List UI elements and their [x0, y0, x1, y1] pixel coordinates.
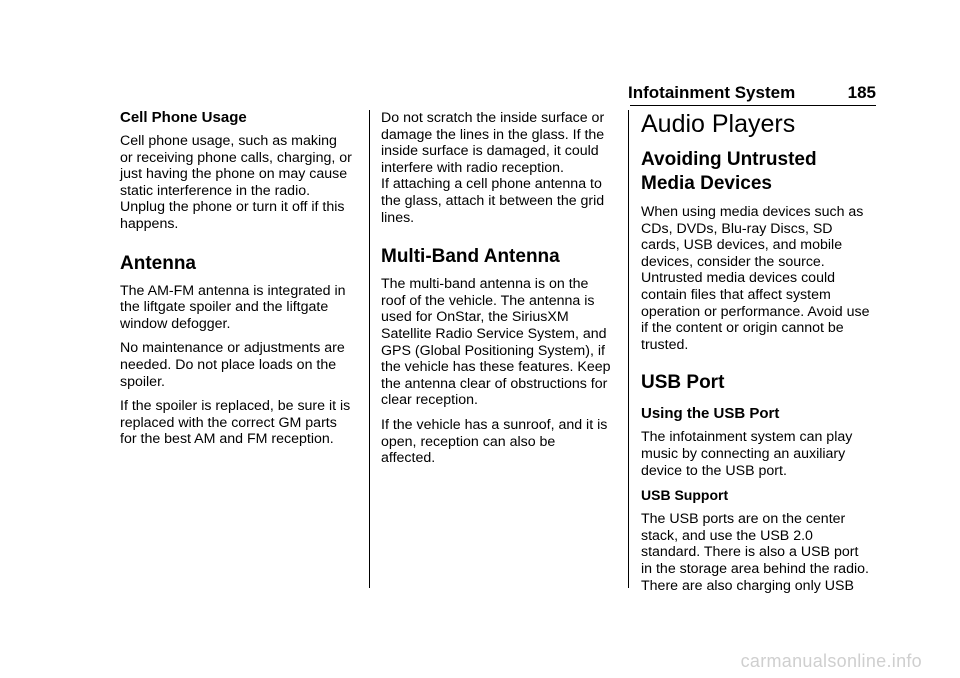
- watermark: carmanualsonline.info: [740, 651, 922, 671]
- glass-scratch-text: Do not scratch the inside surface or damage the lines in the glass. If the inside surface is damaged, it could interfere with radio reception.: [381, 110, 605, 176]
- page-header: [628, 83, 876, 103]
- multi-band-antenna-text: The multi-band antenna is on the roof of the vehicle. The antenna is used for OnStar, the SiriusXM Satellite Radio Service System, and GPS (Global Positioning System), if the vehicle has these features. Keep the antenna clear of obstructions for clear reception.: [381, 276, 611, 409]
- antenna-paragraph-3: If the spoiler is replaced, be sure it is replaced with the correct GM parts for the best AM and FM reception.: [120, 398, 351, 448]
- sunroof-reception-text: If the vehicle has a sunroof, and it is open, reception can also be affected.: [381, 416, 608, 467]
- column-divider-1: [369, 110, 370, 588]
- audio-players-heading: Audio Players: [641, 110, 796, 138]
- header-section-title: Infotainment System: [628, 83, 796, 102]
- usb-port-heading: USB Port: [641, 372, 725, 394]
- usb-support-label: USB Support: [641, 487, 729, 504]
- untrusted-media-text: When using media devices such as CDs, DVDs, Blu-ray Discs, SD cards, USB devices, and mobile devices, consider the source. Untrusted media devices could contain files that affect system operation or performance. Avoid use if the content or origin cannot be trusted.: [641, 204, 870, 353]
- antenna-paragraph-2: No maintenance or adjustments are needed. Do not place loads on the spoiler.: [120, 340, 345, 390]
- page-number: 185: [847, 83, 876, 102]
- column-1: [120, 109, 352, 456]
- column-divider-2: [628, 110, 629, 588]
- antenna-paragraph-1: The AM-FM antenna is integrated in the liftgate spoiler and the liftgate window defogger.: [120, 282, 346, 332]
- cell-phone-usage-heading: Cell Phone Usage: [120, 109, 247, 126]
- untrusted-media-heading: Avoiding Untrusted Media Devices: [641, 149, 817, 194]
- column-3: [641, 110, 873, 602]
- multi-band-antenna-heading: Multi-Band Antenna: [381, 246, 560, 268]
- cell-phone-usage-text: Cell phone usage, such as making or receiving phone calls, charging, or just having the phone on may cause static interference in the radio. Unplug the phone or turn it off if this happens.: [120, 133, 352, 232]
- cell-antenna-attach-text: If attaching a cell phone antenna to the glass, attach it between the grid lines.: [381, 176, 605, 226]
- header-rule: [630, 105, 876, 106]
- using-usb-port-heading: Using the USB Port: [641, 405, 780, 423]
- usb-support-text: The USB ports are on the center stack, and use the USB 2.0 standard. There is also a USB port in the storage area behind the radio. There are also charging only USB: [641, 511, 869, 594]
- column-2: [381, 110, 613, 475]
- antenna-heading: Antenna: [120, 252, 196, 274]
- using-usb-port-text: The infotainment system can play music by connecting an auxiliary device to the USB port.: [641, 429, 853, 479]
